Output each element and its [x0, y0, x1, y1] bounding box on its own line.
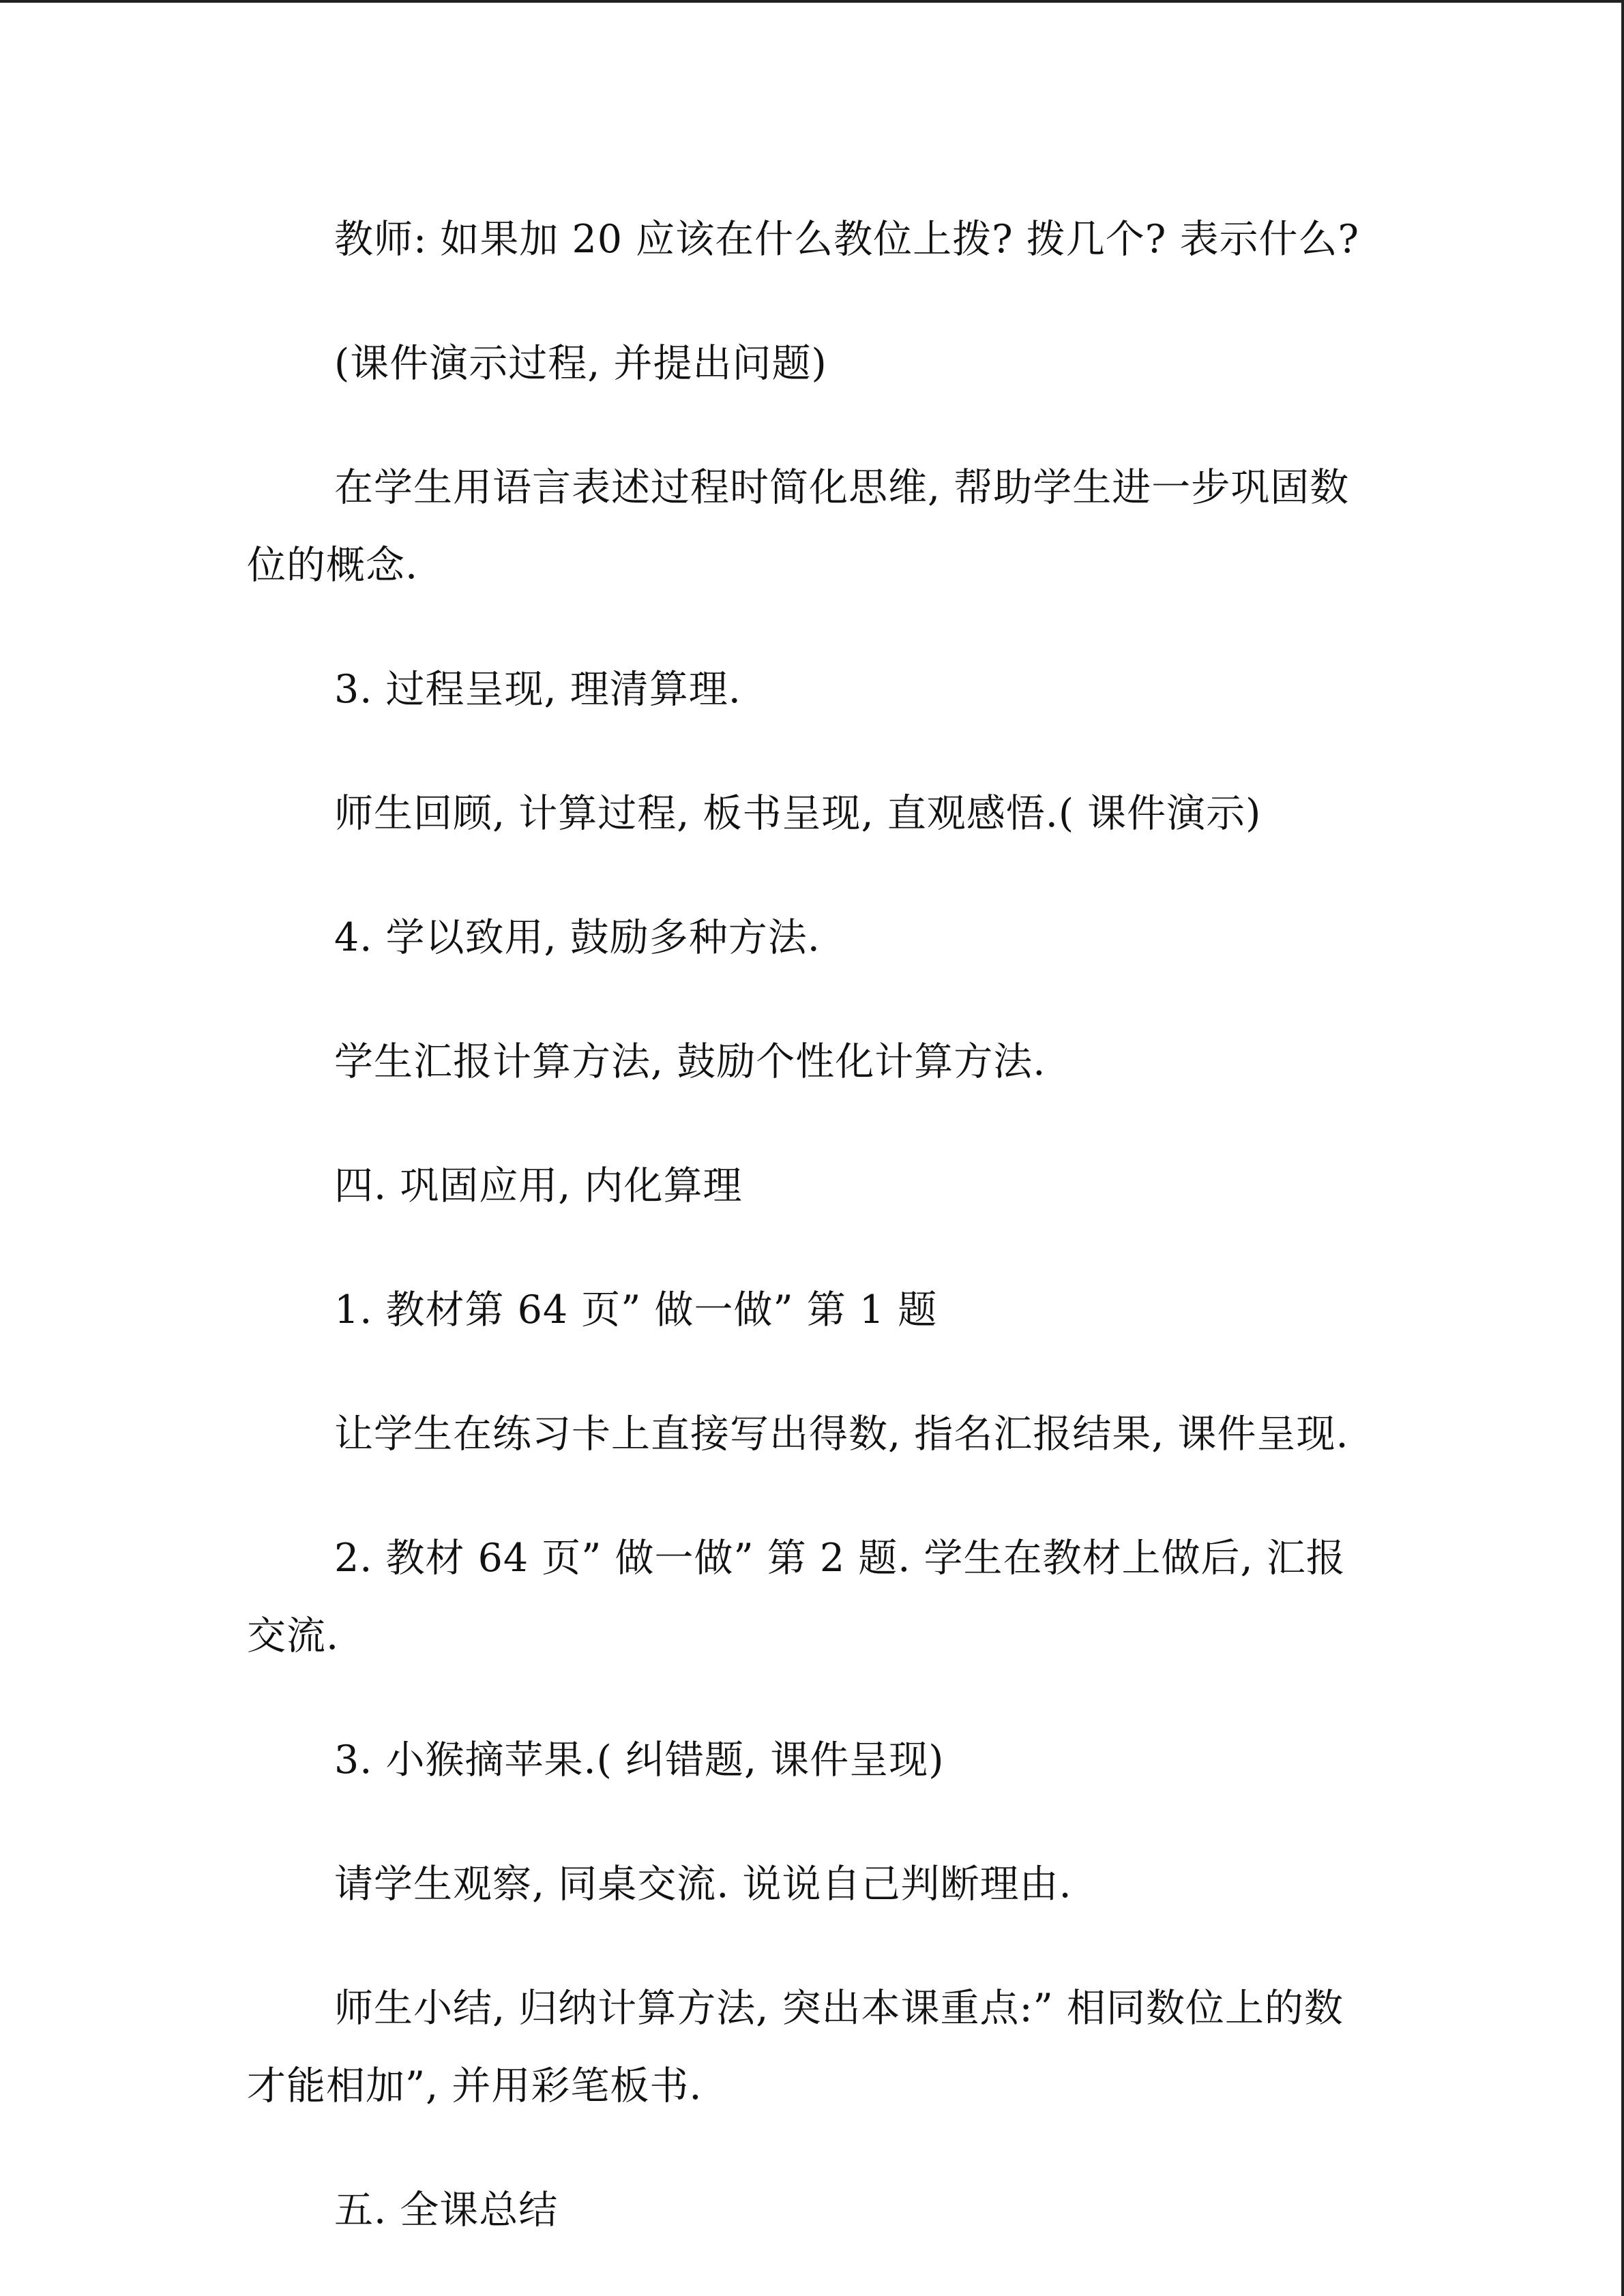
paragraph-summary: 师生小结, 归纳计算方法, 突出本课重点:” 相同数位上的数才能相加”, 并用彩笔板书. [247, 1986, 1344, 2108]
paragraph-process-presentation: 3. 过程呈现, 理清算理. [334, 667, 741, 712]
paragraph-courseware-demo: (课件演示过程, 并提出问题) [334, 341, 827, 386]
paragraph-exercise-1-detail: 让学生在练习卡上直接写出得数, 指名汇报结果, 课件呈现. [334, 1412, 1349, 1457]
paragraph-simplify-thinking: 在学生用语言表述过程时简化思维, 帮助学生进一步巩固数位的概念. [247, 465, 1350, 588]
paragraph-exercise-1: 1. 教材第 64 页” 做一做” 第 1 题 [334, 1287, 938, 1332]
paragraph-apply-learning: 4. 学以致用, 鼓励多种方法. [334, 915, 821, 960]
paragraph-exercise-2: 2. 教材 64 页” 做一做” 第 2 题. 学生在教材上做后, 汇报交流. [247, 1536, 1346, 1658]
paragraph-review-process: 师生回顾, 计算过程, 板书呈现, 直观感悟.( 课件演示) [334, 791, 1262, 836]
paragraph-teacher-question: 教师: 如果加 20 应该在什么教位上拨? 拨几个? 表示什么? [334, 217, 1360, 262]
paragraph-exercise-3: 3. 小猴摘苹果.( 纠错题, 课件呈现) [334, 1738, 945, 1783]
paragraph-report-methods: 学生汇报计算方法, 鼓励个性化计算方法. [334, 1039, 1046, 1084]
section-heading-consolidate: 四. 巩固应用, 内化算理 [334, 1163, 743, 1208]
section-heading-conclusion: 五. 全课总结 [334, 2188, 559, 2233]
paragraph-observe-discuss: 请学生观察, 同桌交流. 说说自己判断理由. [334, 1862, 1072, 1907]
document-body [247, 200, 1379, 2295]
